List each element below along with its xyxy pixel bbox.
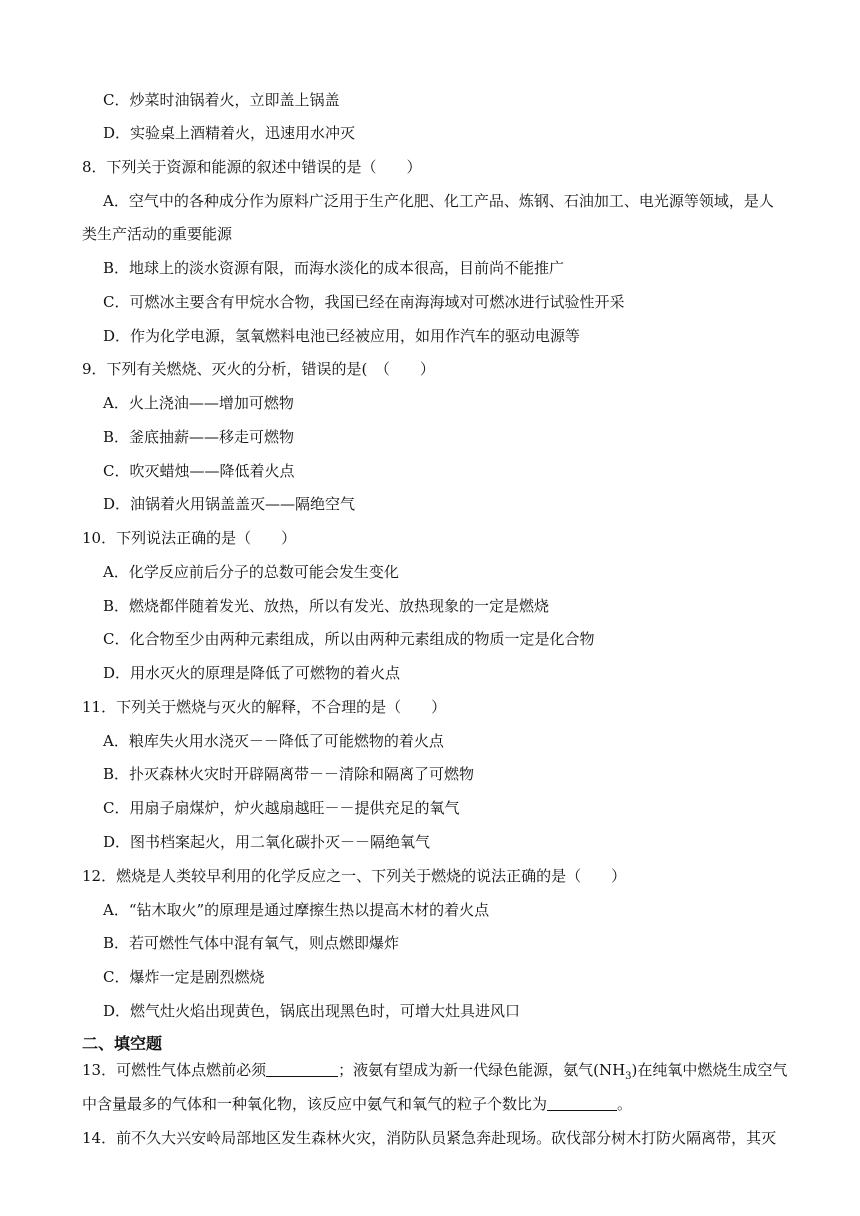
q14-line1: 14．前不久大兴安岭局部地区发生森林火灾，消防队员紧急奔赴现场。砍伐部分树木打防火隔离带，其灭	[82, 1129, 777, 1147]
q11-option-b: B．扑灭森林火灾时开辟隔离带－－清除和隔离了可燃物	[103, 765, 475, 783]
q10-option-b: B．燃烧都伴随着发光、放热，所以有发光、放热现象的一定是燃烧	[103, 597, 550, 615]
q11-option-a: A．粮库失火用水浇灭－－降低了可能燃物的着火点	[103, 732, 444, 750]
q13-line1	[82, 1060, 787, 1087]
q11-option-c: C．用扇子扇煤炉，炉火越扇越旺－－提供充足的氧气	[103, 799, 460, 817]
q7-option-d: D．实验桌上酒精着火，迅速用水冲灭	[103, 124, 356, 142]
q10-option-c: C．化合物至少由两种元素组成，所以由两种元素组成的物质一定是化合物	[103, 630, 595, 648]
q11-stem: 11．下列关于燃烧与灭火的解释，不合理的是（ ）	[82, 698, 447, 716]
q9-option-a: A．火上浇油——增加可燃物	[103, 394, 294, 412]
q13-text-end: 。	[617, 1095, 633, 1113]
q8-option-d: D．作为化学电源，氢氧燃料电池已经被应用，如用作汽车的驱动电源等	[103, 327, 581, 345]
q12-stem: 12．燃烧是人类较早利用的化学反应之一、下列关于燃烧的说法正确的是（ ）	[82, 867, 627, 885]
q10-option-d: D．用水灭火的原理是降低了可燃物的着火点	[103, 664, 401, 682]
q8-stem: 8．下列关于资源和能源的叙述中错误的是（ ）	[82, 158, 422, 176]
q13-text-4: 中含量最多的气体和一种氧化物，该反应中氨气和氧气的粒子个数比为	[82, 1095, 548, 1113]
q9-option-d: D．油锅着火用锅盖盖灭——隔绝空气	[103, 495, 356, 513]
q13-blank-1[interactable]	[266, 1061, 338, 1077]
q13-blank-2[interactable]	[547, 1095, 617, 1111]
q8-option-a-line1: A．空气中的各种成分作为原料广泛用于生产化肥、化工产品、炼钢、石油加工、电光源等领域，是人	[103, 192, 774, 210]
q13-text-1: 13．可燃性气体点燃前必须	[82, 1061, 267, 1079]
q9-option-b: B．釜底抽薪——移走可燃物	[103, 428, 295, 446]
q13-text-2: ；液氨有望成为新一代绿色能源，氨气(NH	[338, 1061, 626, 1079]
section-heading-fill-in: 二、填空题	[82, 1034, 163, 1053]
q13-text-3: )在纯氧中燃烧生成空气	[631, 1061, 788, 1079]
q12-option-c: C．爆炸一定是剧烈燃烧	[103, 968, 265, 986]
q10-option-a: A．化学反应前后分子的总数可能会发生变化	[103, 563, 399, 581]
q10-stem: 10．下列说法正确的是（ ）	[82, 529, 297, 547]
q8-option-a-line2: 类生产活动的重要能源	[82, 225, 233, 243]
q9-option-c: C．吹灭蜡烛——降低着火点	[103, 462, 295, 480]
q13-line2	[82, 1094, 632, 1114]
q8-option-c: C．可燃冰主要含有甲烷水合物，我国已经在南海海域对可燃冰进行试验性开采	[103, 293, 625, 311]
q7-option-c: C．炒菜时油锅着火，立即盖上锅盖	[103, 91, 340, 109]
q8-option-b: B．地球上的淡水资源有限，而海水淡化的成本很高，目前尚不能推广	[103, 259, 565, 277]
q13-subscript: 3	[625, 1071, 632, 1082]
q9-stem: 9．下列有关燃烧、灭火的分析，错误的是( （ ）	[82, 360, 435, 378]
q12-option-d: D．燃气灶火焰出现黄色，锅底出现黑色时，可增大灶具进风口	[103, 1002, 521, 1020]
q12-option-a: A．“钻木取火”的原理是通过摩擦生热以提高木材的着火点	[103, 901, 490, 919]
q11-option-d: D．图书档案起火，用二氧化碳扑灭－－隔绝氧气	[103, 833, 431, 851]
q12-option-b: B．若可燃性气体中混有氧气，则点燃即爆炸	[103, 934, 400, 952]
